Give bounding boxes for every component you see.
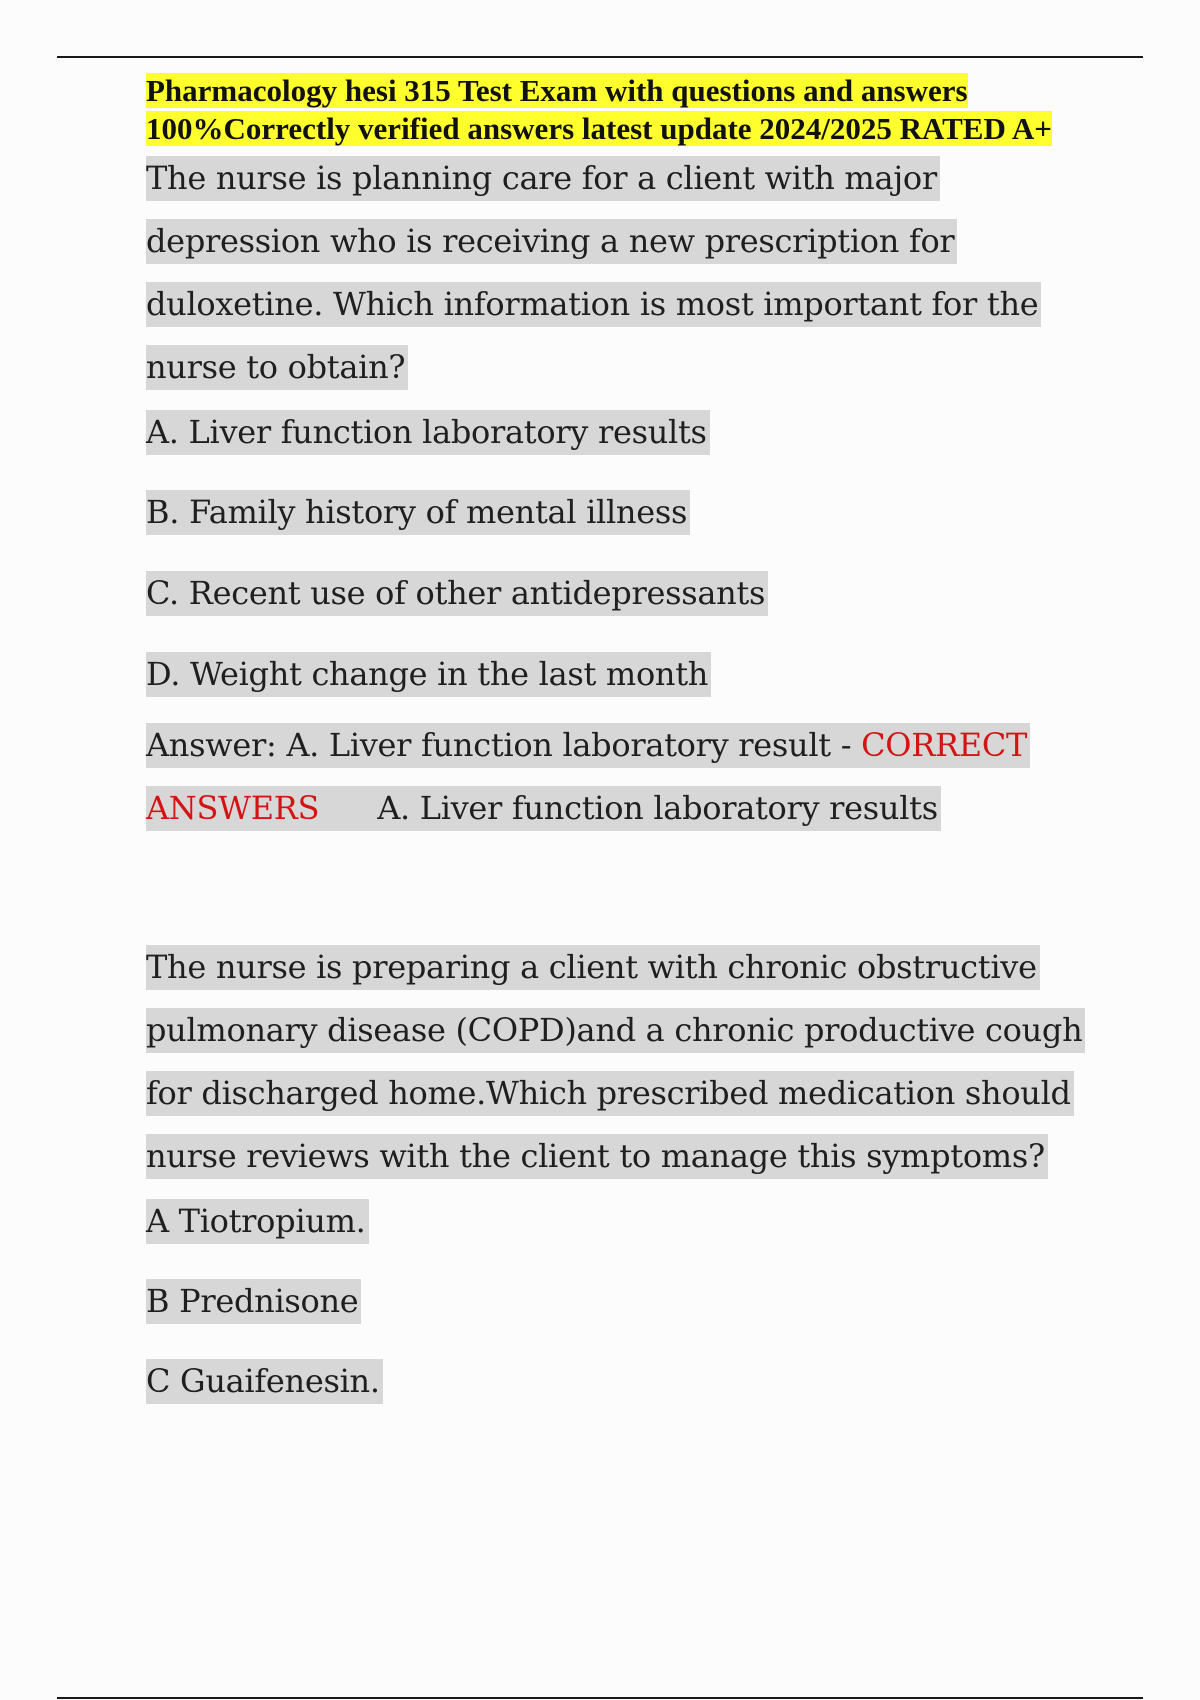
bottom-rule — [57, 1697, 1143, 1699]
correct-answers-marker: CORRECT ANSWERS — [146, 726, 1028, 827]
question-1-option-b: B. Family history of mental illness — [146, 492, 1096, 532]
page-content — [146, 72, 1096, 1401]
top-rule — [57, 56, 1143, 58]
question-2-text: The nurse is preparing a client with chronic obstructive pulmonary disease (COPD)and a chronic productive cough for discharged home.Which prescribed medication should nurse reviews with the client to manage this symptoms? — [146, 936, 1096, 1188]
question-1-option-d: D. Weight change in the last month — [146, 654, 1096, 694]
question-2-option-c: C Guaifenesin. — [146, 1361, 1096, 1401]
question-1-text: The nurse is planning care for a client with major depression who is receiving a new prescription for duloxetine. Which information is most important for the nurse to obtain? — [146, 147, 1096, 399]
question-1-option-a: A. Liver function laboratory results — [146, 412, 1096, 452]
question-2-option-a: A Tiotropium. — [146, 1201, 1096, 1241]
answer-prefix: Answer: A. Liver function laboratory result - — [146, 726, 862, 764]
question-1-option-c: C. Recent use of other antidepressants — [146, 573, 1096, 613]
question-1-answer — [146, 714, 1096, 840]
answer-text: A. Liver function laboratory results — [377, 789, 938, 827]
document-title: Pharmacology hesi 315 Test Exam with questions and answers 100%Correctly verified answers latest update 2024/2025 RATED A+ — [146, 73, 1052, 146]
question-2-option-b: B Prednisone — [146, 1281, 1096, 1321]
